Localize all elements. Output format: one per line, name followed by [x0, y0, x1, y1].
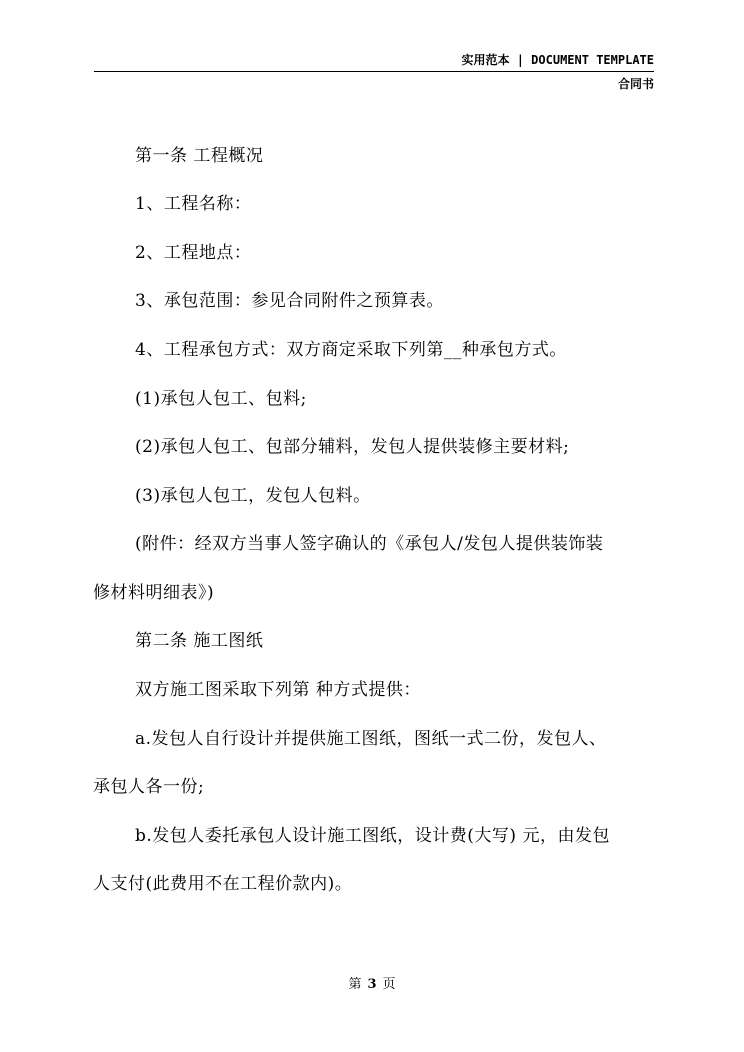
- method-option-3: (3)承包人包工，发包人包料。: [135, 486, 371, 506]
- project-name-line: 1、工程名称：: [135, 194, 252, 214]
- header-divider: [94, 71, 654, 72]
- drawings-option-a-line-2: 承包人各一份;: [93, 777, 205, 797]
- header-title: 实用范本 | DOCUMENT TEMPLATE: [461, 53, 654, 67]
- article-1-heading: 第一条 工程概况: [135, 146, 264, 166]
- drawings-option-a-line-1: a.发包人自行设计并提供施工图纸，图纸一式二份，发包人、: [135, 729, 607, 749]
- method-option-1: (1)承包人包工、包料;: [135, 389, 307, 409]
- article-2-heading: 第二条 施工图纸: [135, 631, 264, 651]
- drawings-method-line: 双方施工图采取下列第 种方式提供：: [135, 680, 421, 700]
- contract-scope-line: 3、承包范围：参见合同附件之预算表。: [135, 291, 444, 311]
- page-header: [94, 52, 654, 91]
- page-number: 3: [367, 977, 377, 992]
- header-subtitle: 合同书: [617, 77, 654, 91]
- page-number-prefix: 第: [348, 977, 362, 992]
- attachment-note-line-2: 修材料明细表》): [93, 583, 215, 603]
- drawings-option-b-line-1: b.发包人委托承包人设计施工图纸，设计费(大写) 元，由发包: [135, 826, 610, 846]
- method-option-2: (2)承包人包工、包部分辅料，发包人提供装修主要材料;: [135, 437, 570, 457]
- drawings-option-b-line-2: 人支付(此费用不在工程价款内)。: [93, 874, 353, 894]
- page-footer: [0, 976, 744, 994]
- attachment-note-line-1: (附件：经双方当事人签字确认的《承包人/发包人提供装饰装: [135, 534, 604, 554]
- contract-method-line: 4、工程承包方式：双方商定采取下列第__种承包方式。: [135, 340, 567, 360]
- page-number-suffix: 页: [382, 977, 396, 992]
- project-location-line: 2、工程地点：: [135, 243, 252, 263]
